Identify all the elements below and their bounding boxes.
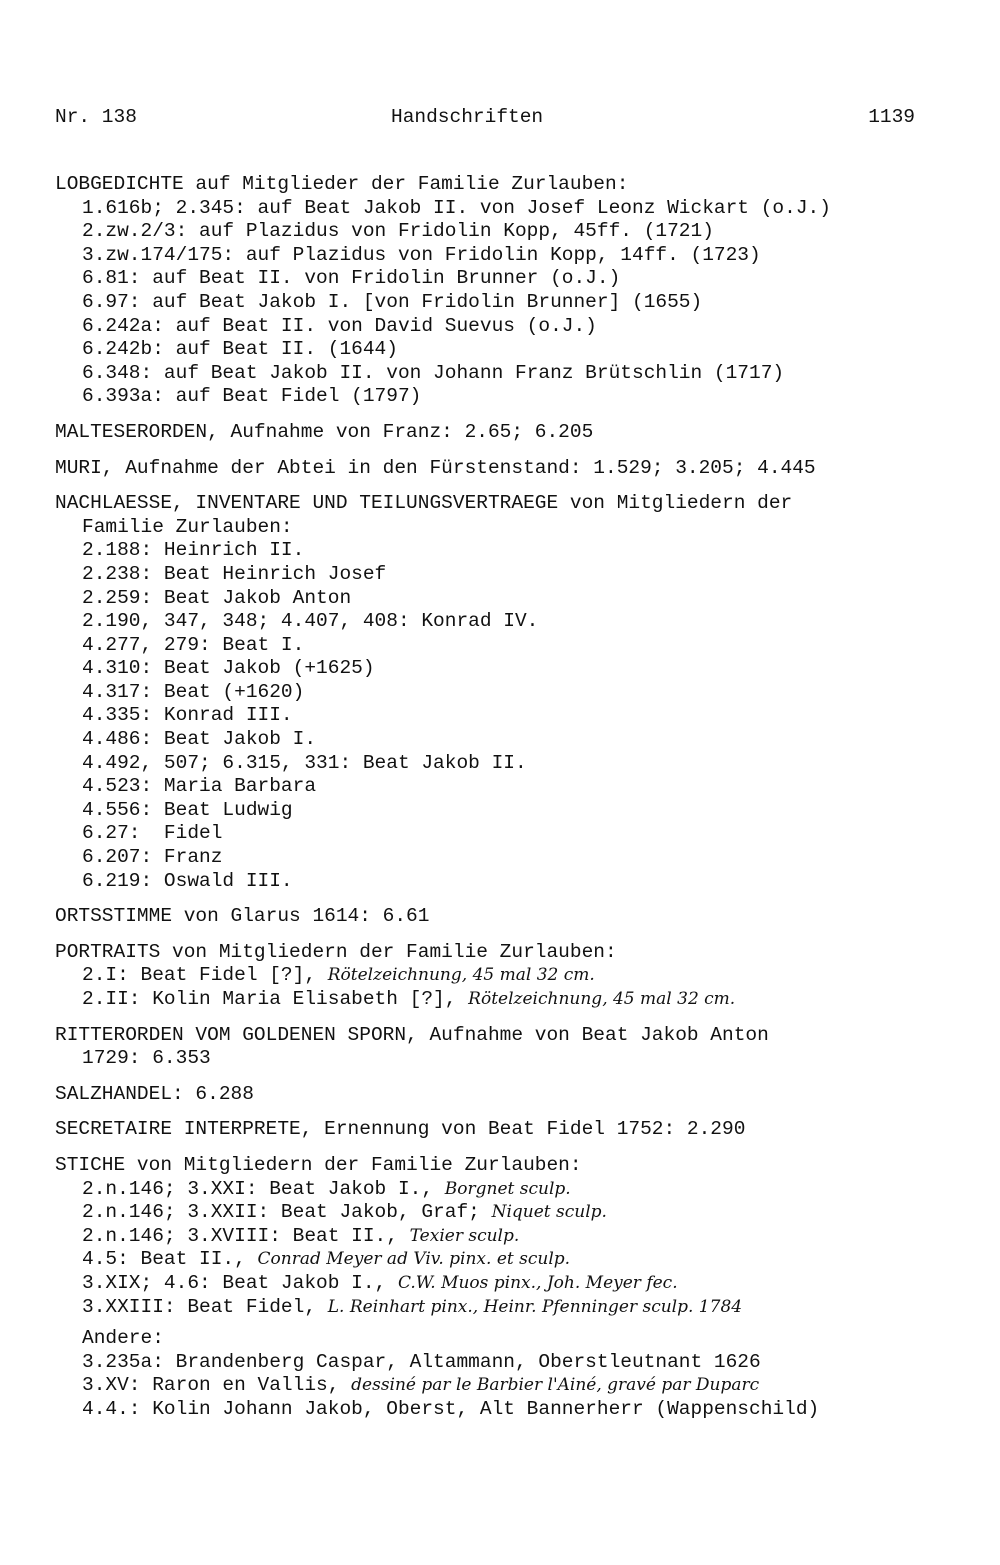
entry-line: 6.97: auf Beat Jakob I. [von Fridolin Brunner] (1655) [82,290,703,313]
andere-line-ref: 4.4.: Kolin Johann Jakob, Oberst, Alt Bannerherr (Wappenschild) [82,1397,820,1420]
entry-line: 4.310: Beat Jakob (+1625) [82,657,375,680]
entry-line: 6.27: Fidel [82,822,223,845]
section-title: Handschriften [391,106,544,128]
entry-line: 6.242b: auf Beat II. (1644) [82,338,398,361]
stich-line-ref: 2.n.146; 3.XXII: Beat Jakob, Graf; [82,1201,492,1224]
entry-heading: PORTRAITS von Mitgliedern der Familie Zurlauben: [55,940,617,963]
index-entry [55,1154,980,1422]
stich-line-note: C.W. Muos pinx., Joh. Meyer fec. [397,1272,678,1293]
entry-line: 1.616b; 2.345: auf Beat Jakob II. von Josef Leonz Wickart (o.J.) [82,196,831,219]
portrait-line-note: Rötelzeichnung, 45 mal 32 cm. [468,989,736,1009]
stich-line-note: Texier sculp. [409,1225,520,1246]
portrait-line-note: Rötelzeichnung, 45 mal 32 cm. [327,965,595,986]
entry-line: 4.317: Beat (+1620) [82,680,305,703]
entry-line: 6.219: Oswald III. [82,869,293,892]
stich-line [55,1178,980,1202]
andere-line-note: dessiné par le Barbier l'Ainé, gravé par Duparc [351,1375,760,1396]
index-entry [55,1024,980,1071]
entry-line: 1729: 6.353 [82,1047,211,1070]
entry-heading: MALTESERORDEN, Aufnahme von Franz: 2.65; 6.205 [55,420,594,443]
entry-heading: MURI, Aufnahme der Abtei in den Fürstenstand: 1.529; 3.205; 4.445 [55,456,816,479]
entry-line: 4.523: Maria Barbara [82,775,317,798]
entry-line: 6.393a: auf Beat Fidel (1797) [82,385,422,408]
portrait-line [55,988,980,1012]
index-entry [55,905,980,929]
entry-line: 2.190, 347, 348; 4.407, 408: Konrad IV. [82,610,539,633]
stich-line-note: Borgnet sculp. [444,1178,571,1199]
document-number: Nr. 138 [55,106,137,128]
index-entry [55,1118,980,1142]
stich-line-ref: 4.5: Beat II., [82,1248,258,1271]
entry-heading: LOBGEDICHTE auf Mitglieder der Familie Zurlauben: [55,173,629,195]
entry-line: 3.zw.174/175: auf Plazidus von Fridolin Kopp, 14ff. (1723) [82,243,761,266]
page-header [55,104,915,130]
entry-line: 6.348: auf Beat Jakob II. von Johann Franz Brütschlin (1717) [82,361,785,384]
index-entry [55,421,980,445]
entry-heading: SALZHANDEL: 6.288 [55,1082,254,1105]
entry-heading: ORTSSTIMME von Glarus 1614: 6.61 [55,905,430,928]
entry-line: 4.486: Beat Jakob I. [82,728,317,751]
stich-line [55,1201,980,1225]
entry-line: 6.207: Franz [82,846,223,869]
entry-line: 6.242a: auf Beat II. von David Suevus (o.J.) [82,314,597,337]
andere-label: Andere: [82,1327,164,1350]
entry-line: Familie Zurlauben: [82,515,293,538]
stich-line [55,1225,980,1249]
entry-line: 4.335: Konrad III. [82,704,293,727]
entry-line: 2.188: Heinrich II. [82,539,305,562]
portrait-line-ref: 2.I: Beat Fidel [?], [82,964,328,987]
entry-heading: NACHLAESSE, INVENTARE UND TEILUNGSVERTRAEGE von Mitgliedern der [55,492,793,515]
stich-line-note: Niquet sculp. [491,1202,607,1223]
entry-line: 4.277, 279: Beat I. [82,633,305,656]
entry-line: 2.259: Beat Jakob Anton [82,586,352,609]
entry-line: 6.81: auf Beat II. von Fridolin Brunner (o.J.) [82,267,621,290]
andere-line [55,1398,980,1422]
stich-line-ref: 3.XIX; 4.6: Beat Jakob I., [82,1271,398,1294]
stich-line-ref: 2.n.146; 3.XXI: Beat Jakob I., [82,1177,445,1200]
page-number: 1139 [868,106,915,128]
andere-line-ref: 3.235a: Brandenberg Caspar, Altammann, Oberstleutnant 1626 [82,1350,761,1373]
andere-line [55,1374,980,1398]
entry-heading: RITTERORDEN VOM GOLDENEN SPORN, Aufnahme von Beat Jakob Anton [55,1023,769,1046]
entry-line: 4.492, 507; 6.315, 331: Beat Jakob II. [82,751,527,774]
stich-line-ref: 2.n.146; 3.XVIII: Beat II., [82,1224,410,1247]
stich-line-note: Conrad Meyer ad Viv. pinx. et sculp. [257,1249,571,1270]
entry-heading: SECRETAIRE INTERPRETE, Ernennung von Beat Fidel 1752: 2.290 [55,1118,746,1141]
andere-line [55,1351,980,1375]
stich-line-note: L. Reinhart pinx., Heinr. Pfenninger sculp. 1784 [327,1296,743,1317]
entry-heading: STICHE von Mitgliedern der Familie Zurlauben: [55,1153,582,1176]
index-content [55,173,980,1434]
stich-line [55,1296,980,1320]
stich-line [55,1248,980,1272]
index-entry [55,173,980,409]
portrait-line-ref: 2.II: Kolin Maria Elisabeth [?], [82,988,469,1010]
entry-line: 2.238: Beat Heinrich Josef [82,562,387,585]
index-entry [55,1083,980,1107]
stich-line [55,1272,980,1296]
index-entry [55,492,980,893]
entry-line: 4.556: Beat Ludwig [82,798,293,821]
stich-line-ref: 3.XXIII: Beat Fidel, [82,1295,328,1318]
andere-line-ref: 3.XV: Raron en Vallis, [82,1374,352,1397]
entry-line: 2.zw.2/3: auf Plazidus von Fridolin Kopp, 45ff. (1721) [82,220,714,243]
portrait-line [55,964,980,988]
index-entry [55,941,980,1012]
index-entry [55,457,980,481]
